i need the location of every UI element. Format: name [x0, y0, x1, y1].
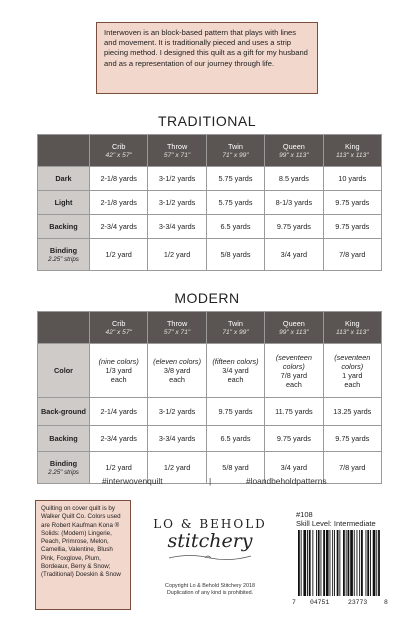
table-cell: 1/2 yard	[90, 452, 148, 484]
traditional-yardage-table	[37, 134, 382, 271]
barcode-bar	[354, 530, 355, 596]
barcode-bar	[370, 530, 371, 596]
color-amount: 7/8 yard	[280, 370, 308, 380]
table-cell	[265, 344, 323, 398]
barcode-bar	[303, 530, 306, 596]
barcode-bar	[367, 530, 369, 596]
row-label-text: Back-ground	[41, 407, 86, 416]
barcode-bar	[326, 530, 329, 596]
table-cell: 2-1/8 yards	[90, 167, 148, 191]
table-row-binding	[38, 239, 382, 271]
barcode-bar	[298, 530, 300, 596]
upc-last-digit: 8	[384, 599, 388, 606]
table-cell: 9.75 yards	[265, 215, 323, 239]
barcode-bar	[318, 530, 320, 596]
table-cell: 9.75 yards	[206, 398, 264, 426]
header-corner	[38, 135, 90, 167]
table-cell: 9.75 yards	[323, 191, 381, 215]
color-count-note: (seventeen colors)	[275, 352, 312, 371]
table-cell: 8-1/3 yards	[265, 191, 323, 215]
color-each: each	[344, 379, 361, 389]
barcode-bar	[348, 530, 350, 596]
color-count-note: (fifteen colors)	[212, 357, 259, 366]
barcode-bar	[332, 530, 333, 596]
table-cell: 3/4 yard	[265, 452, 323, 484]
table-cell	[148, 344, 206, 398]
column-header-throw	[148, 312, 206, 344]
row-label-subtext: 2.25" strips	[48, 468, 79, 476]
column-size: 113" x 113"	[335, 151, 369, 159]
intro-description: Interwoven is an block-based pattern that plays with lines and movement. It is traditionally pieced and uses a strip piecing method. I designed this quilt as a gift for my husband and as a representation of our journey through life.	[96, 22, 318, 94]
hashtag-separator: |	[209, 476, 212, 486]
column-name: Twin	[227, 318, 243, 328]
column-header-twin	[206, 135, 264, 167]
barcode-bar	[376, 530, 377, 596]
table-header-row	[38, 312, 382, 344]
copyright-line: Copyright Lo & Behold Stitchery 2018	[165, 583, 255, 589]
modern-title: MODERN	[174, 290, 240, 306]
column-header-king	[323, 135, 381, 167]
pattern-number: #108	[296, 510, 313, 519]
barcode-bar	[343, 530, 345, 596]
row-label-text: Binding	[49, 245, 78, 255]
quilting-credit-note: Quilting on cover quilt is by Walker Quilt Co. Colors used are Robert Kaufman Kona ® Solids: (Modern) Lingerie, Peach, Primrose, Melon, Camellia, Valentine, Blush Pink, Foxglove, Plum, Bordeaux, Berry & Snow; (Traditional) Doeskin & Snow	[35, 500, 131, 610]
modern-yardage-table	[37, 311, 382, 484]
table-cell: 9.75 yards	[265, 426, 323, 452]
table-row-backing	[38, 426, 382, 452]
barcode-bar	[309, 530, 311, 596]
color-each: each	[285, 379, 302, 389]
table-cell: 6.5 yards	[206, 426, 264, 452]
row-label	[38, 426, 90, 452]
table-cell	[206, 344, 264, 398]
barcode-bar	[301, 530, 302, 596]
logo-brand-text: LO & BEHOLD	[153, 517, 267, 531]
column-header-king	[323, 312, 381, 344]
barcode-bar	[330, 530, 331, 596]
table-cell: 8.5 yards	[265, 167, 323, 191]
color-count-note: (eleven colors)	[153, 357, 202, 366]
color-amount: 1 yard	[342, 370, 363, 380]
table-cell: 2-1/4 yards	[90, 398, 148, 426]
column-header-throw	[148, 135, 206, 167]
table-cell: 2-3/4 yards	[90, 215, 148, 239]
row-label-text: Backing	[49, 222, 78, 231]
traditional-title: TRADITIONAL	[157, 113, 257, 129]
color-amount: 1/3 yard	[105, 366, 132, 375]
table-cell: 1/2 yard	[90, 239, 148, 271]
row-label-text: Color	[53, 366, 74, 375]
color-each: each	[169, 375, 185, 384]
color-amount: 3/8 yard	[163, 366, 191, 375]
column-size: 57" x 71"	[163, 151, 191, 159]
row-label	[38, 344, 90, 398]
brand-logo	[140, 517, 280, 562]
barcode-bar	[323, 530, 325, 596]
table-cell: 1/2 yard	[148, 452, 206, 484]
row-label	[38, 452, 90, 484]
table-cell: 3-1/2 yards	[148, 398, 206, 426]
row-label-text: Dark	[55, 174, 72, 183]
skill-level: Skill Level: Intermediate	[296, 519, 376, 528]
column-header-crib	[90, 312, 148, 344]
barcode-bar	[350, 530, 353, 596]
table-cell: 9.75 yards	[323, 215, 381, 239]
column-name: Queen	[282, 318, 305, 328]
barcode-bar	[334, 530, 335, 596]
table-cell: 5/8 yard	[206, 452, 264, 484]
table-cell: 6.5 yards	[206, 215, 264, 239]
table-cell: 13.25 yards	[323, 398, 381, 426]
color-count-note: (nine colors)	[98, 357, 139, 366]
table-cell	[90, 344, 148, 398]
column-size: 113" x 113"	[335, 328, 369, 336]
header-corner	[38, 312, 90, 344]
barcode-bar	[359, 530, 360, 596]
table-row-color	[38, 344, 382, 398]
column-header-queen	[265, 135, 323, 167]
column-size: 57" x 71"	[163, 328, 191, 336]
upc-left-group: 04751	[310, 599, 330, 606]
row-label	[38, 239, 90, 271]
row-label	[38, 215, 90, 239]
row-label-text: Backing	[49, 434, 78, 443]
upc-barcode	[296, 530, 382, 598]
column-name: Queen	[282, 141, 305, 151]
table-row-dark	[38, 167, 382, 191]
copyright-notice	[140, 583, 280, 597]
table-cell: 2-3/4 yards	[90, 426, 148, 452]
table-cell: 5.75 yards	[206, 191, 264, 215]
column-name: Crib	[112, 141, 126, 151]
column-size: 71" x 99"	[222, 151, 249, 159]
upc-right-group: 23773	[348, 599, 368, 606]
color-amount: 3/4 yard	[222, 366, 249, 375]
table-row-light	[38, 191, 382, 215]
row-label-text: Light	[54, 198, 73, 207]
hashtag-loandbehold: #loandbeholdpatterns	[246, 476, 327, 486]
barcode-bar	[361, 530, 363, 596]
column-name: Twin	[227, 141, 243, 151]
table-cell: 3/4 yard	[265, 239, 323, 271]
table-cell: 7/8 yard	[323, 452, 381, 484]
table-cell: 3-1/2 yards	[148, 191, 206, 215]
barcode-bar	[357, 530, 358, 596]
column-name: King	[344, 318, 360, 328]
table-cell: 3-3/4 yards	[148, 215, 206, 239]
table-cell: 9.75 yards	[323, 426, 381, 452]
upc-first-digit: 7	[292, 599, 296, 606]
column-name: Throw	[166, 141, 188, 151]
column-size: 71" x 99"	[222, 328, 249, 336]
table-cell: 3-3/4 yards	[148, 426, 206, 452]
barcode-bar	[337, 530, 339, 596]
column-header-crib	[90, 135, 148, 167]
column-header-queen	[265, 312, 323, 344]
hashtag-interwoven: #interwovenquilt	[102, 476, 163, 486]
barcode-bar	[366, 530, 367, 596]
table-cell: 11.75 yards	[265, 398, 323, 426]
barcode-bar	[312, 530, 313, 596]
logo-script-text: stitchery	[167, 530, 253, 552]
row-label-subtext: 2.25" strips	[48, 255, 79, 263]
color-each: each	[110, 375, 127, 384]
table-cell: 1/2 yard	[148, 239, 206, 271]
table-cell: 3-1/2 yards	[148, 167, 206, 191]
table-row-background	[38, 398, 382, 426]
table-cell: 2-1/8 yards	[90, 191, 148, 215]
barcode-bar	[378, 530, 380, 596]
table-cell: 7/8 yard	[323, 239, 381, 271]
column-header-twin	[206, 312, 264, 344]
pattern-info	[296, 510, 376, 528]
table-cell: 10 yards	[323, 167, 381, 191]
row-label	[38, 398, 90, 426]
column-size: 42" x 57"	[105, 328, 132, 336]
color-each: each	[227, 375, 244, 384]
column-name: Throw	[166, 318, 188, 328]
logo-flourish-icon	[165, 552, 255, 562]
barcode-bar	[373, 530, 376, 596]
column-name: King	[344, 141, 360, 151]
row-label-text: Binding	[49, 458, 78, 468]
table-row-backing	[38, 215, 382, 239]
column-size: 99" x 113"	[279, 151, 309, 159]
column-size: 42" x 57"	[105, 151, 132, 159]
barcode-bar	[346, 530, 347, 596]
column-name: Crib	[112, 318, 126, 328]
barcode-bar	[339, 530, 340, 596]
table-cell	[323, 344, 381, 398]
table-header-row	[38, 135, 382, 167]
table-cell: 5.75 yards	[206, 167, 264, 191]
barcode-bar	[316, 530, 317, 596]
barcode-bar	[307, 530, 308, 596]
row-label	[38, 191, 90, 215]
barcode-bar	[321, 530, 322, 596]
row-label	[38, 167, 90, 191]
column-size: 99" x 113"	[279, 328, 309, 336]
duplication-notice: Duplication of any kind is prohibited.	[166, 590, 254, 596]
table-cell: 5/8 yards	[206, 239, 264, 271]
color-count-note: (seventeen colors)	[334, 352, 371, 371]
